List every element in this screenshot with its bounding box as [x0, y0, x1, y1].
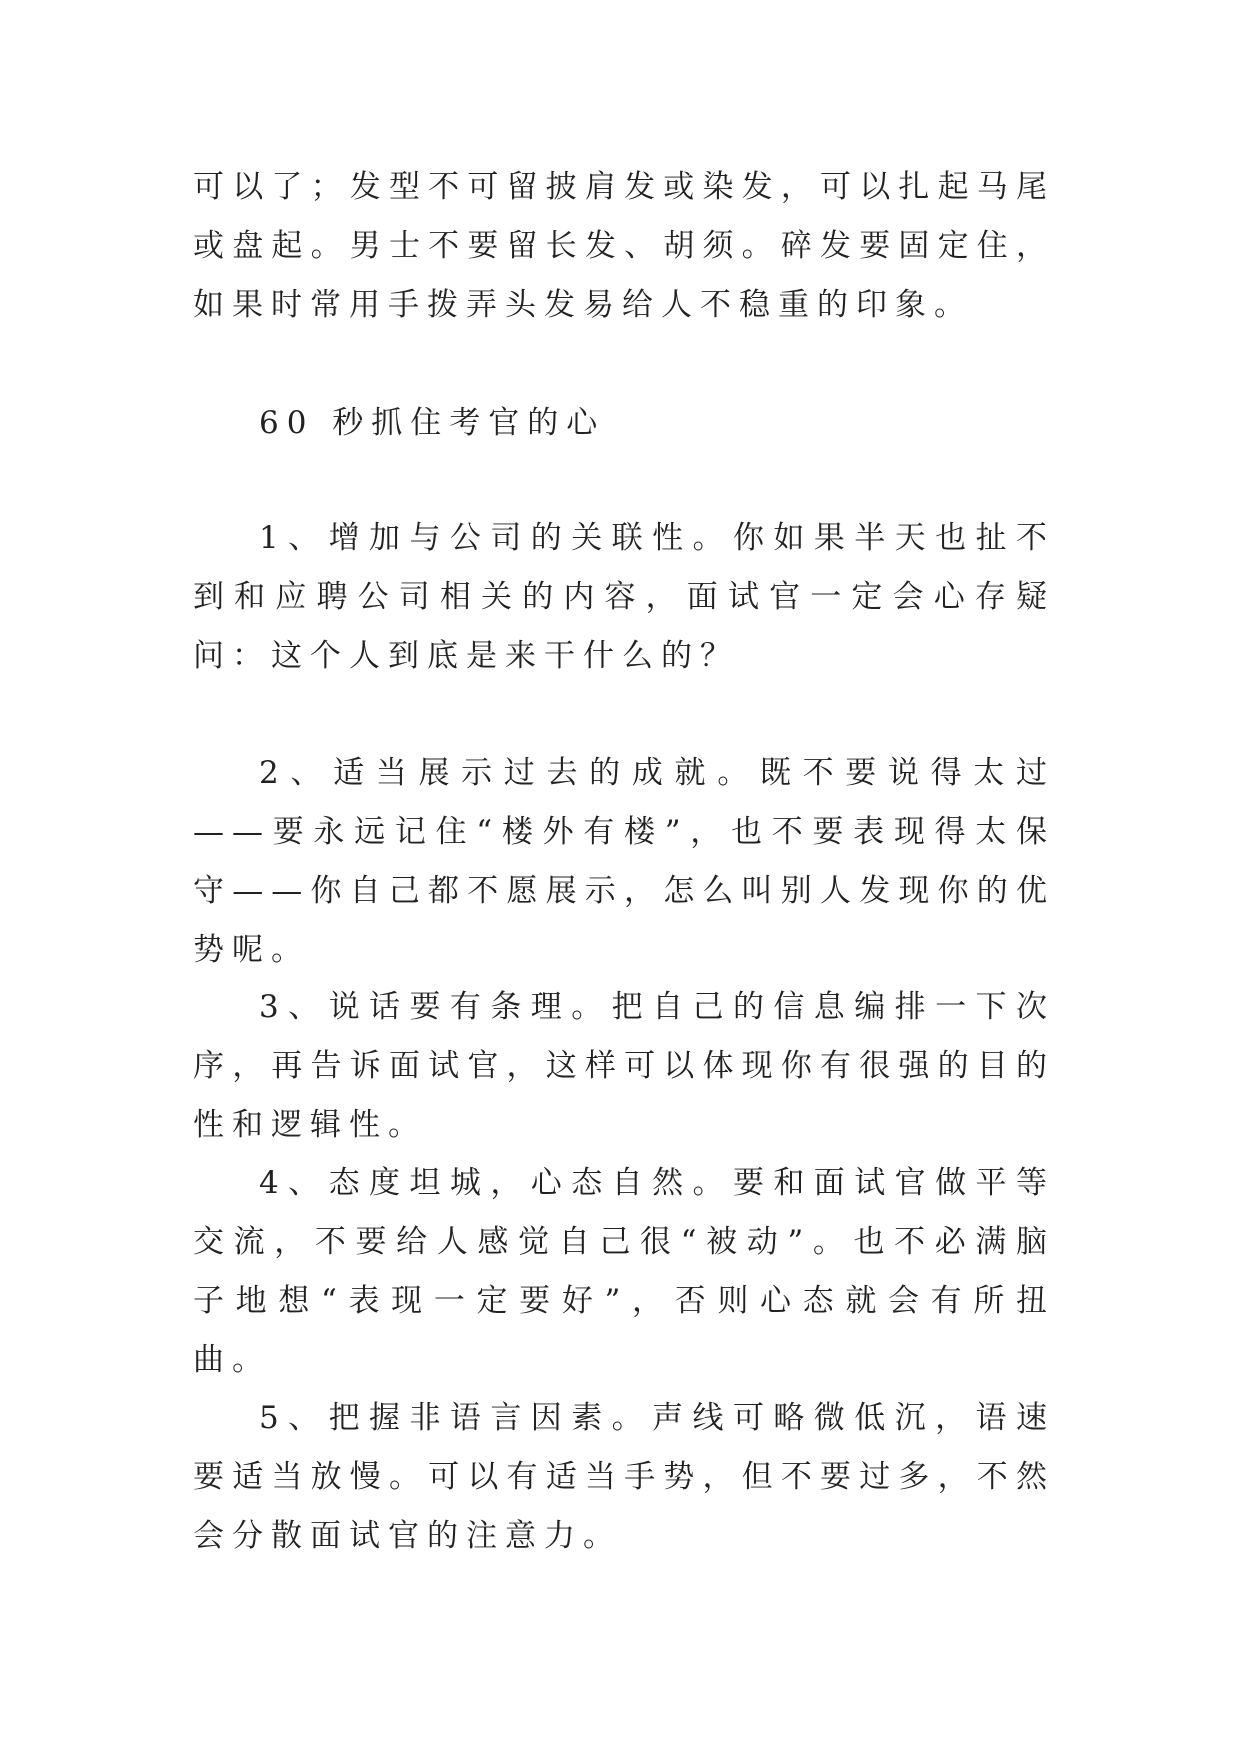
list-item-1: 1、增加与公司的关联性。你如果半天也扯不到和应聘公司相关的内容，面试官一定会心存疑问：这个人到底是来干什么的？	[193, 520, 1055, 674]
paragraph-hair-advice: 可以了；发型不可留披肩发或染发，可以扎起马尾或盘起。男士不要留长发、胡须。碎发要固定住，如果时常用手拨弄头发易给人不稳重的印象。	[193, 169, 1055, 323]
list-item-2: 2、适当展示过去的成就。既不要说得太过——要永远记住“楼外有楼”，也不要表现得太保守——你自己都不愿展示，怎么叫别人发现你的优势呢。	[193, 755, 1055, 968]
list-item-3: 3、说话要有条理。把自己的信息编排一下次序，再告诉面试官，这样可以体现你有很强的目的性和逻辑性。	[193, 989, 1055, 1143]
section-heading: 60 秒抓住考官的心	[259, 405, 606, 441]
list-item-5: 5、把握非语言因素。声线可略微低沉，语速要适当放慢。可以有适当手势，但不要过多，不然会分散面试官的注意力。	[193, 1400, 1055, 1554]
list-item-4: 4、态度坦城，心态自然。要和面试官做平等交流，不要给人感觉自己很“被动”。也不必满脑子地想“表现一定要好”，否则心态就会有所扭曲。	[193, 1165, 1055, 1378]
